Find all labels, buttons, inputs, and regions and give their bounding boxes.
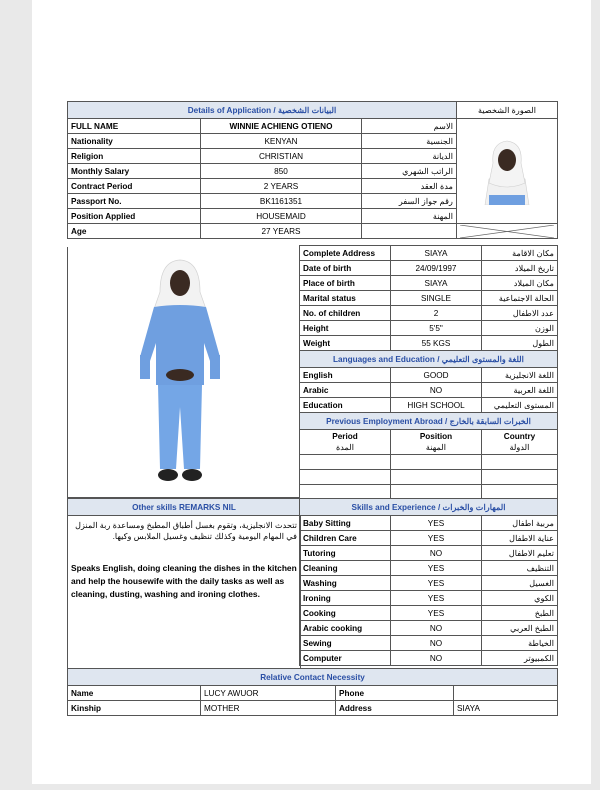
table-row xyxy=(68,499,301,516)
table-cell: الطبخ xyxy=(482,606,558,621)
table-cell: YES xyxy=(391,606,482,621)
other-skills-english: Speaks English, doing cleaning the dishes in the kitchen and help the housewife with the daily tasks as well as cleaning, dusting, washing and ironing clothes. xyxy=(71,563,297,599)
table-cell: LUCY AWUOR xyxy=(201,686,336,701)
table-cell: الغسيل xyxy=(482,576,558,591)
table-row xyxy=(300,413,558,430)
table-row xyxy=(68,516,301,673)
table-row xyxy=(300,499,558,516)
table-cell: المهنة xyxy=(362,209,457,224)
table-cell: Period المدة xyxy=(300,430,391,455)
other-skills-table xyxy=(67,498,301,673)
table-cell: Name xyxy=(68,686,201,701)
table-cell: WINNIE ACHIENG OTIENO xyxy=(201,119,362,134)
row-complete-address xyxy=(300,246,558,261)
table-cell: Weight xyxy=(300,336,391,351)
table-cell: YES xyxy=(391,561,482,576)
table-cell xyxy=(454,686,558,701)
table-cell: Position Applied xyxy=(68,209,201,224)
full-body-photo xyxy=(68,247,299,497)
row-marital-status xyxy=(300,291,558,306)
table-cell: Religion xyxy=(68,149,201,164)
table-cell: Ironing xyxy=(300,591,391,606)
table-cell: Kinship xyxy=(68,701,201,716)
table-cell: KENYAN xyxy=(201,134,362,149)
row-washing xyxy=(300,576,558,591)
table-cell: مدة العقد xyxy=(362,179,457,194)
table-cell xyxy=(391,470,482,485)
row-baby-sitting xyxy=(300,516,558,531)
relative-header: Relative Contact Necessity xyxy=(68,669,558,686)
table-cell: الكوي xyxy=(482,591,558,606)
table-cell: 2 YEARS xyxy=(201,179,362,194)
table-cell: Position المهنة xyxy=(391,430,482,455)
row-relative-kinship xyxy=(68,701,558,716)
table-cell xyxy=(300,470,391,485)
row-weight xyxy=(300,336,558,351)
table-cell xyxy=(391,455,482,470)
table-cell: الاسم xyxy=(362,119,457,134)
table-cell: MOTHER xyxy=(201,701,336,716)
table-cell: SINGLE xyxy=(391,291,482,306)
row-ironing xyxy=(300,591,558,606)
table-cell xyxy=(362,224,457,239)
table-cell: 2 xyxy=(391,306,482,321)
languages-header: Languages and Education / اللغة والمستوى التعليمي xyxy=(300,351,558,368)
table-cell: عناية الاطفال xyxy=(482,531,558,546)
employment-row xyxy=(300,470,558,485)
row-place-of-birth xyxy=(300,276,558,291)
table-cell: NO xyxy=(391,621,482,636)
table-cell: التنظيف xyxy=(482,561,558,576)
table-cell: Height xyxy=(300,321,391,336)
table-cell: No. of children xyxy=(300,306,391,321)
personal-details-table xyxy=(299,245,558,500)
table-cell: مكان الاقامة xyxy=(482,246,558,261)
table-cell: Cleaning xyxy=(300,561,391,576)
table-cell: Computer xyxy=(300,651,391,666)
table-cell: Sewing xyxy=(300,636,391,651)
table-cell: Complete Address xyxy=(300,246,391,261)
row-cooking xyxy=(300,606,558,621)
row-height xyxy=(300,321,558,336)
table-cell: SIAYA xyxy=(454,701,558,716)
personal-info-table xyxy=(67,101,558,239)
table-cell xyxy=(300,455,391,470)
table-cell: الوزن xyxy=(482,321,558,336)
table-cell: تعليم الاطفال xyxy=(482,546,558,561)
table-cell: مربية اطفال xyxy=(482,516,558,531)
table-cell: YES xyxy=(391,516,482,531)
table-cell: رقم جواز السفر xyxy=(362,194,457,209)
employment-header: Previous Employment Abroad / الخبرات السابقة بالخارج xyxy=(300,413,558,430)
table-cell: NO xyxy=(391,546,482,561)
table-cell: NO xyxy=(391,651,482,666)
employment-columns xyxy=(300,430,558,455)
table-cell: اللغة العربية xyxy=(482,383,558,398)
table-cell: Monthly Salary xyxy=(68,164,201,179)
application-page xyxy=(32,0,591,784)
table-cell: Education xyxy=(300,398,391,413)
table-row xyxy=(68,669,558,686)
table-cell: Baby Sitting xyxy=(300,516,391,531)
table-cell: SIAYA xyxy=(391,246,482,261)
table-cell: Age xyxy=(68,224,201,239)
table-cell: NO xyxy=(391,383,482,398)
table-cell: Date of birth xyxy=(300,261,391,276)
full-body-photo-cell xyxy=(67,247,300,498)
table-cell: NO xyxy=(391,636,482,651)
other-skills-header: Other skills REMARKS NIL xyxy=(68,499,301,516)
skills-header: Skills and Experience / المهارات والخبرات xyxy=(300,499,558,516)
table-cell: 24/09/1997 xyxy=(391,261,482,276)
row-full-name xyxy=(68,119,558,134)
table-cell: Arabic xyxy=(300,383,391,398)
table-cell: 5'5" xyxy=(391,321,482,336)
row-cleaning xyxy=(300,561,558,576)
table-cell: HIGH SCHOOL xyxy=(391,398,482,413)
table-cell: YES xyxy=(391,531,482,546)
row-no-of-children xyxy=(300,306,558,321)
row-education xyxy=(300,398,558,413)
table-cell: عدد الاطفال xyxy=(482,306,558,321)
row-sewing xyxy=(300,636,558,651)
table-cell: الطبخ العربي xyxy=(482,621,558,636)
relative-contact-table xyxy=(67,668,558,716)
row-children-care xyxy=(300,531,558,546)
row-arabic-cooking xyxy=(300,621,558,636)
table-cell: مكان الميلاد xyxy=(482,276,558,291)
table-cell: English xyxy=(300,368,391,383)
table-cell: 850 xyxy=(201,164,362,179)
row-relative-name xyxy=(68,686,558,701)
table-cell: الديانة xyxy=(362,149,457,164)
employment-row xyxy=(300,455,558,470)
table-cell: GOOD xyxy=(391,368,482,383)
row-date-of-birth xyxy=(300,261,558,276)
table-cell: اللغة الانجليزية xyxy=(482,368,558,383)
details-header: Details of Application / البيانات الشخصية xyxy=(68,102,457,119)
row-arabic xyxy=(300,383,558,398)
table-cell: Arabic cooking xyxy=(300,621,391,636)
table-cell: Country الدولة xyxy=(482,430,558,455)
table-cell: YES xyxy=(391,576,482,591)
skills-table xyxy=(299,498,558,666)
table-cell: الكمبيوتر xyxy=(482,651,558,666)
crossed-box xyxy=(460,225,554,238)
table-cell: Marital status xyxy=(300,291,391,306)
row-english xyxy=(300,368,558,383)
table-cell: Phone xyxy=(336,686,454,701)
table-cell: Place of birth xyxy=(300,276,391,291)
table-cell: الحالة الاجتماعية xyxy=(482,291,558,306)
table-cell xyxy=(482,470,558,485)
table-cell: Tutoring xyxy=(300,546,391,561)
table-cell: YES xyxy=(391,591,482,606)
portrait-photo xyxy=(475,133,539,205)
table-cell: المستوى التعليمي xyxy=(482,398,558,413)
table-cell: Washing xyxy=(300,576,391,591)
table-cell: FULL NAME xyxy=(68,119,201,134)
table-cell xyxy=(482,455,558,470)
table-cell: Contract Period xyxy=(68,179,201,194)
row-computer xyxy=(300,651,558,666)
table-row xyxy=(68,102,558,119)
table-cell: Cooking xyxy=(300,606,391,621)
other-skills-arabic: تتحدث الانجليزية، وتقوم بغسل أطباق المطبخ ومساعدة ربة المنزل في المهام اليومية وكذلك تنظيف وغسيل الملابس وكيها. xyxy=(75,521,297,541)
portrait-photo-cell xyxy=(457,119,558,224)
other-skills-text xyxy=(68,516,301,673)
table-cell: CHRISTIAN xyxy=(201,149,362,164)
table-cell: BK1161351 xyxy=(201,194,362,209)
table-cell: Passport No. xyxy=(68,194,201,209)
row-age xyxy=(68,224,558,239)
table-cell xyxy=(457,224,558,239)
table-cell: 27 YEARS xyxy=(201,224,362,239)
table-cell: الطول xyxy=(482,336,558,351)
table-cell: الجنسية xyxy=(362,134,457,149)
table-cell: 55 KGS xyxy=(391,336,482,351)
table-cell: Children Care xyxy=(300,531,391,546)
table-cell: Nationality xyxy=(68,134,201,149)
row-tutoring xyxy=(300,546,558,561)
table-cell: تاريخ الميلاد xyxy=(482,261,558,276)
table-cell: الخياطة xyxy=(482,636,558,651)
photo-header: الصورة الشخصية xyxy=(457,102,558,119)
table-cell: HOUSEMAID xyxy=(201,209,362,224)
table-cell: الراتب الشهري xyxy=(362,164,457,179)
table-cell: SIAYA xyxy=(391,276,482,291)
table-cell: Address xyxy=(336,701,454,716)
table-row xyxy=(300,351,558,368)
